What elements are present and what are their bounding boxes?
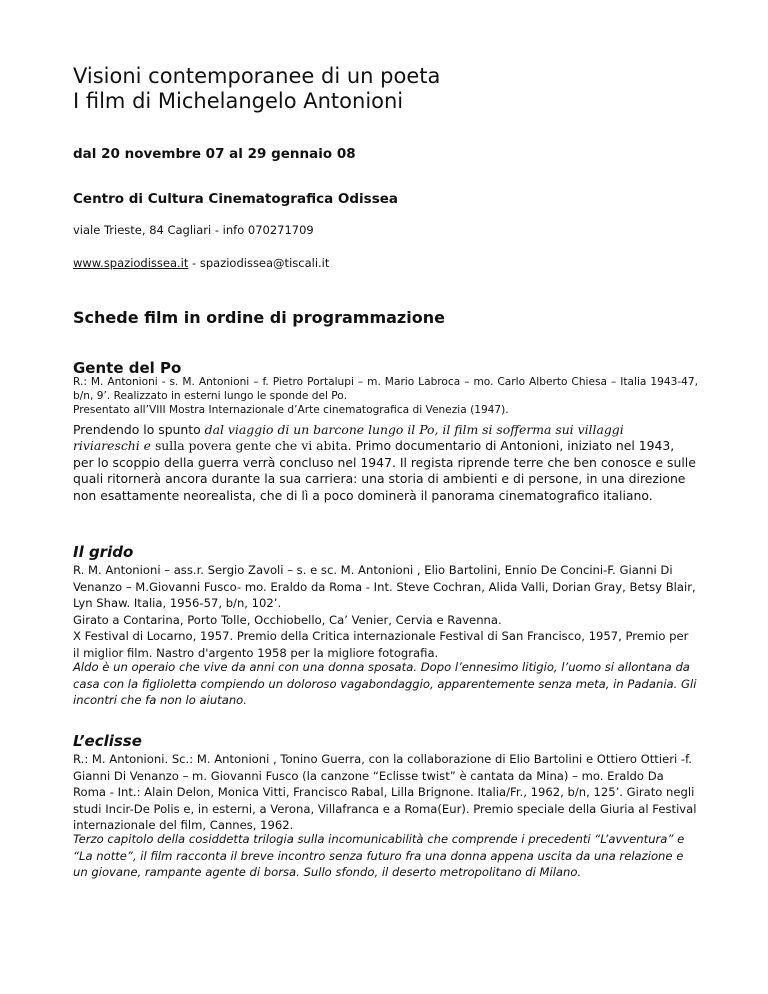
film-title-gente-del-po: Gente del Po <box>73 359 182 377</box>
film-synopsis <box>73 422 698 504</box>
film-title-leclisse: L’eclisse <box>73 732 142 750</box>
synopsis-text: riviareschi e <box>73 438 155 454</box>
film-synopsis: Aldo è un operaio che vive da anni con una donna sposata. Dopo l’ennesimo litigio, l’uomo si allontana da casa con la figlioletta compiendo un doloroso vagabondaggio, apparentemente senza meta, in Padania. Gli incontri che fa non lo aiutano. <box>73 660 697 707</box>
synopsis-text: . Primo documentario di Antonioni, iniziato nel 1943, per lo scoppio della guerra verrà concluso nel 1947. Il regista riprende terre che ben conosce e sulle quali ritornerà ancora durante la sua carriera: una storia di ambienti e di persone, in una direzione non esattamente neorealista, che di lì a poco dominerà il panorama cinematografico italiano. <box>73 438 696 503</box>
title-line-1: Visioni contemporanee di un poeta <box>73 64 441 88</box>
synopsis-text: Prendendo lo spunto <box>73 422 205 437</box>
credits-text: X Festival di Locarno, 1957. Premio della Critica internazionale Festival di San Francisco, 1957, Premio per il miglior film. Nastro d'argento 1958 per la migliore fotografia. <box>73 629 689 660</box>
contact-line <box>73 256 329 270</box>
event-dates: dal 20 novembre 07 al 29 gennaio 08 <box>73 146 356 162</box>
synopsis-text: sulla povera gente che vi abita <box>154 438 348 454</box>
section-title: Schede film in ordine di programmazione <box>73 308 445 327</box>
credits-text: Presentato all’VIII Mostra Internazionale d’Arte cinematografica di Venezia (1947). <box>73 404 509 416</box>
film-synopsis: Terzo capitolo della cosiddetta trilogia sulla incomunicabilità che comprende i precedenti “L’avventura” e “La notte”, il film racconta il breve incontro senza futuro fra una donna appena uscita da una relazione e un giovane, rampante agente di borsa. Sullo sfondo, il deserto metropolitano di Milano. <box>73 832 685 879</box>
synopsis-text: dal viaggio di un barcone lungo il Po, il film si sofferma sui villaggi <box>204 422 624 437</box>
website-link[interactable]: www.spaziodissea.it <box>73 256 189 270</box>
credits-text: R. M. Antonioni – ass.r. Sergio Zavoli – s. e sc. M. Antonioni , Elio Bartolini, Ennio De Concini-F. Gianni Di Venanzo – M.Giovanni Fusco- mo. Eraldo da Roma - Int. Steve Cochran, Alida Valli, Dorian Gray, Betsy Blair, Lyn Shaw. Italia, 1956-57, b/n, 102’. <box>73 563 696 610</box>
film-credits: R.: M. Antonioni. Sc.: M. Antonioni , Tonino Guerra, con la collaborazione di Elio Bartolini e Ottiero Ottieri -f. Gianni Di Venanzo – m. Giovanni Fusco (la canzone “Eclisse twist” è cantata da Mina) – mo. Eraldo Da Roma - Int.: Alain Delon, Monica Vitti, Francisco Rabal, Lilla Brignone. Italia/Fr., 1962, b/n, 125’. Girato negli studi Incir-De Polis e, in esterni, a Verona, Villafranca e a Roma(Eur). Premio speciale della Giuria al Festival internazionale del film, Cannes, 1962. <box>73 752 697 832</box>
venue-address: viale Trieste, 84 Cagliari - info 070271709 <box>73 223 314 237</box>
credits-text: R.: M. Antonioni - s. M. Antonioni – f. Pietro Portalupi – m. Mario Labroca – mo. Carlo Alberto Chiesa – Italia 1943-47, b/n, 9’. Realizzato in esterni lungo le sponde del Po. <box>73 376 698 402</box>
film-credits <box>73 562 698 661</box>
credits-text: Girato a Contarina, Porto Tolle, Occhiobello, Ca’ Venier, Cervia e Ravenna. <box>73 612 502 627</box>
film-title-il-grido: Il grido <box>73 543 134 561</box>
venue-name: Centro di Cultura Cinematografica Odissea <box>73 191 398 207</box>
email-text: - spaziodissea@tiscali.it <box>188 256 330 270</box>
title-line-2: I film di Michelangelo Antonioni <box>73 89 404 113</box>
document-title <box>73 64 440 114</box>
film-credits <box>73 375 698 417</box>
